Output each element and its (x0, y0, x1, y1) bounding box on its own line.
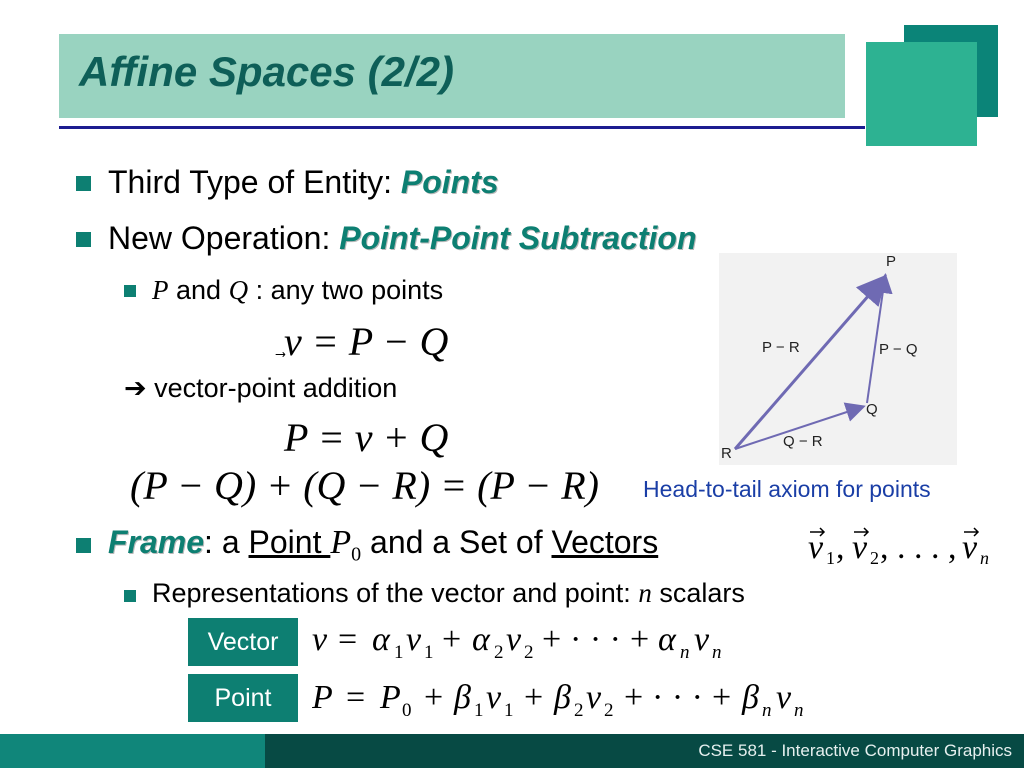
svg-text:· · ·: · · · (570, 621, 621, 658)
frame-text-a: : a (204, 524, 249, 560)
svg-text:+: + (712, 679, 732, 716)
svg-text:v: v (406, 621, 422, 658)
frame-text-b: and a Set of (361, 524, 552, 560)
footer-course-title: CSE 581 - Interactive Computer Graphics (698, 741, 1012, 760)
svg-text:β: β (554, 679, 571, 716)
svg-text:v: v (486, 679, 502, 716)
bullet-entity-emphasis: Points (400, 164, 499, 200)
sub-bullet-addition (124, 373, 397, 404)
svg-text:v: v (808, 529, 824, 566)
diagram-label-q-minus-r: Q − R (783, 433, 823, 450)
svg-text:v: v (962, 529, 978, 566)
point-representation-formula (312, 670, 872, 735)
diagram-label-q: Q (866, 401, 878, 418)
svg-text:v: v (852, 529, 868, 566)
svg-text:1: 1 (474, 700, 484, 721)
point-formula-svg (312, 670, 872, 730)
svg-text:1: 1 (504, 700, 514, 721)
diagram-label-p-minus-r: P − R (762, 339, 800, 356)
svg-text:2: 2 (574, 700, 584, 721)
equation-subtraction (284, 318, 448, 365)
any-two-points-text: : any two points (248, 275, 444, 305)
bullet-operation-emphasis: Point-Point Subtraction (339, 220, 697, 256)
svg-text:α: α (372, 621, 390, 658)
right-arrow-icon: ➔ (124, 373, 147, 403)
decor-square-light (866, 42, 977, 146)
sub-bullet-square (124, 590, 136, 602)
svg-text:1: 1 (394, 642, 404, 663)
math-p0-subscript: 0 (351, 543, 362, 566)
representations-text: Representations of the vector and point: (152, 578, 639, 608)
equation-addition-text: P = v + Q (284, 415, 449, 460)
diagram-label-p: P (886, 253, 897, 270)
equation-addition (284, 414, 448, 461)
svg-text:P: P (380, 679, 401, 716)
slide-title: Affine Spaces (2/2) (79, 48, 455, 95)
svg-text:β: β (454, 679, 471, 716)
svg-text:+: + (630, 621, 650, 658)
svg-text:+: + (442, 621, 462, 658)
diagram-caption: Head-to-tail axiom for points (643, 476, 931, 502)
math-n: n (638, 578, 652, 608)
sub-bullet-representations (152, 578, 745, 609)
svg-text:1: 1 (826, 548, 835, 568)
frame-emphasis: Frame (108, 524, 205, 560)
svg-text:v: v (586, 679, 602, 716)
svg-text:v: v (506, 621, 522, 658)
bullet-frame (108, 524, 658, 566)
bullet-entity-text: Third Type of Entity: (108, 164, 401, 200)
svg-text:2: 2 (604, 700, 614, 721)
svg-text:0: 0 (402, 700, 412, 721)
sub-bullet-square (124, 285, 136, 297)
bullet-square (76, 232, 91, 247)
bullet-square (76, 538, 91, 553)
equation-subtraction-text: v = P − Q (284, 319, 449, 364)
vector-formula-svg (312, 614, 772, 670)
diagram-label-r: R (721, 445, 732, 462)
svg-text:P: P (312, 679, 333, 716)
svg-text:1: 1 (424, 642, 434, 663)
svg-text:β: β (742, 679, 759, 716)
scalars-text: scalars (651, 578, 745, 608)
svg-text:+: + (424, 679, 444, 716)
sub-bullet-points (152, 275, 443, 306)
svg-text:v: v (694, 621, 710, 658)
title-box (59, 34, 845, 118)
footer-accent (0, 734, 265, 768)
frame-point-text: Point (248, 524, 331, 560)
svg-text:v: v (776, 679, 792, 716)
bullet-operation (108, 220, 697, 257)
svg-text:n: n (712, 642, 722, 663)
svg-text:, . . . ,: , . . . , (880, 529, 957, 566)
svg-text:+: + (624, 679, 644, 716)
svg-text:n: n (680, 642, 690, 663)
vector-point-addition-text: vector-point addition (146, 373, 398, 403)
vector-representation-formula (312, 614, 772, 675)
svg-text:=: = (338, 621, 358, 658)
math-p: P (152, 275, 169, 305)
math-q: Q (228, 275, 249, 305)
vector-set-formula (806, 522, 1006, 581)
vector-label: Vector (188, 618, 298, 666)
and-text: and (168, 275, 229, 305)
svg-text:n: n (980, 548, 989, 568)
svg-text:n: n (794, 700, 804, 721)
vector-set-svg (806, 522, 1006, 572)
svg-text:2: 2 (870, 548, 879, 568)
math-p0: P (330, 524, 352, 561)
diagram-label-p-minus-q: P − Q (879, 341, 918, 358)
point-label: Point (188, 674, 298, 722)
svg-text:,: , (836, 529, 845, 566)
svg-text:2: 2 (524, 642, 534, 663)
diagram-svg (719, 253, 957, 465)
equation-head-to-tail (130, 462, 599, 509)
svg-text:+: + (524, 679, 544, 716)
bullet-operation-text: New Operation: (108, 220, 340, 256)
bullet-entity (108, 164, 499, 201)
bullet-square (76, 176, 91, 191)
svg-text:α: α (472, 621, 490, 658)
head-to-tail-diagram (719, 253, 957, 465)
title-rule (59, 126, 865, 129)
svg-text:2: 2 (494, 642, 504, 663)
svg-text:α: α (658, 621, 676, 658)
svg-text:=: = (346, 679, 366, 716)
svg-text:n: n (762, 700, 772, 721)
svg-text:v: v (312, 621, 328, 658)
frame-vectors-text: Vectors (551, 524, 659, 560)
equation-head-to-tail-text: (P − Q) + (Q − R) = (P − R) (130, 463, 599, 508)
svg-text:· · ·: · · · (652, 679, 703, 716)
svg-text:+: + (542, 621, 562, 658)
